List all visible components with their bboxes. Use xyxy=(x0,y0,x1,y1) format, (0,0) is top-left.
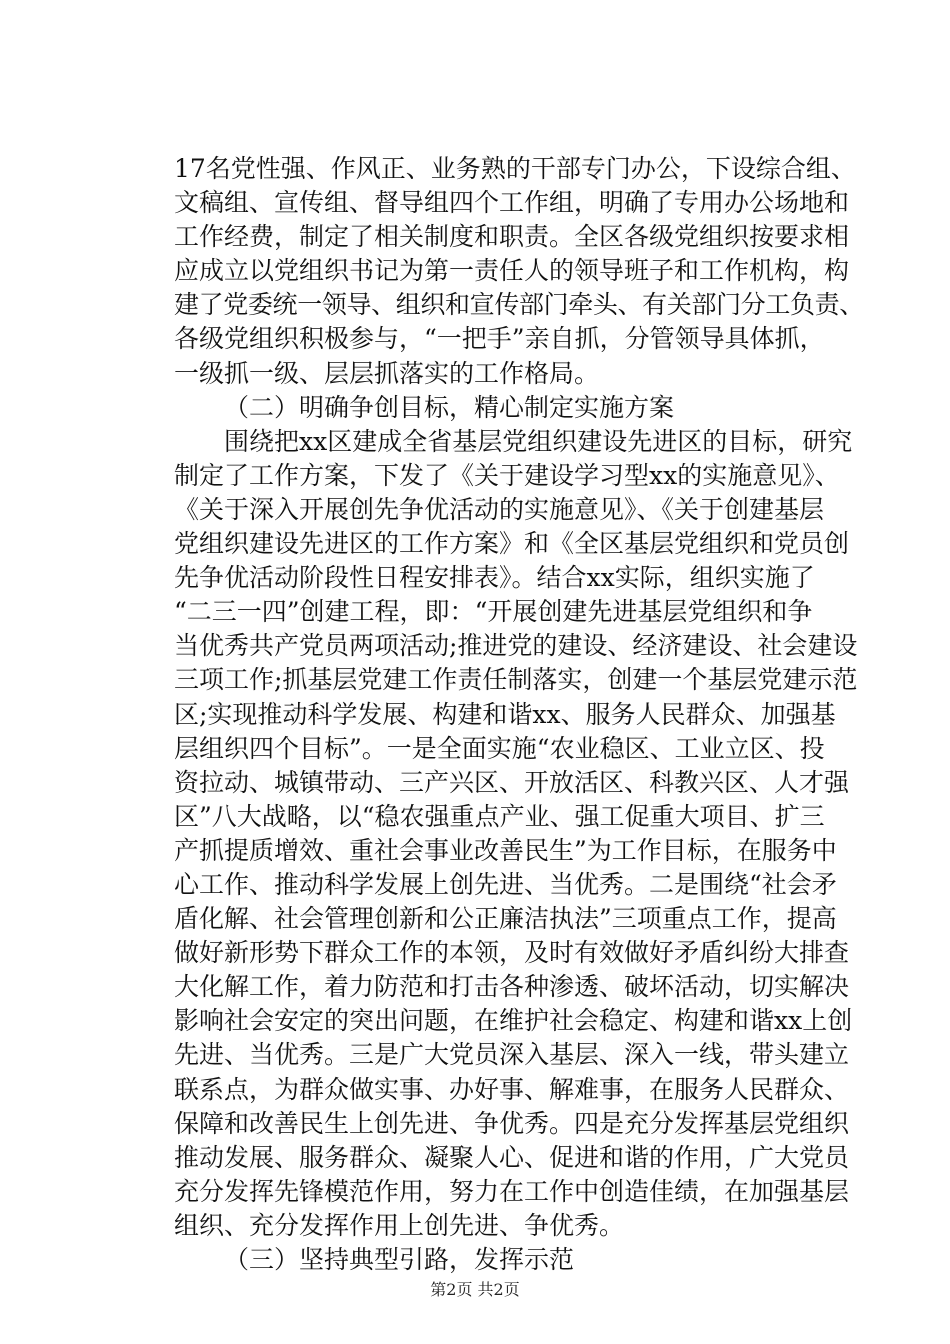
text-line: 资拉动、城镇带动、三产兴区、开放活区、科教兴区、人才强 xyxy=(174,767,850,797)
text-line: 17名党性强、作风正、业务熟的干部专门办公，下设综合组、 xyxy=(174,154,856,183)
text-line: 文稿组、宣传组、督导组四个工作组，明确了专用办公场地和 xyxy=(174,188,850,218)
text-line: 层组织四个目标”。一是全面实施“农业稳区、工业立区、投 xyxy=(174,733,825,763)
text-line: 工作经费，制定了相关制度和职责。全区各级党组织按要求相 xyxy=(174,222,850,252)
section-heading: （三）坚持典型引路，发挥示范 xyxy=(224,1245,575,1274)
text-line: 推动发展、服务群众、凝聚人心、促进和谐的作用，广大党员 xyxy=(174,1142,850,1172)
document-body xyxy=(174,152,864,1277)
text-line: 盾化解、社会管理创新和公正廉洁执法”三项重点工作，提高 xyxy=(174,904,837,934)
text-line: 三项工作;抓基层党建工作责任制落实，创建一个基层党建示范 xyxy=(174,665,858,695)
page-footer: 第2页 共2页 xyxy=(430,1280,520,1299)
text-line: 保障和改善民生上创先进、争优秀。四是充分发挥基层党组织 xyxy=(174,1108,850,1138)
text-line: 党组织建设先进区的工作方案》和《全区基层党组织和党员创 xyxy=(174,529,850,559)
text-line: 先争优活动阶段性日程安排表》。结合xx实际，组织实施了 xyxy=(174,563,815,593)
text-line: 大化解工作，着力防范和打击各种渗透、破坏活动，切实解决 xyxy=(174,972,850,1002)
text-line: 先进、当优秀。三是广大党员深入基层、深入一线，带头建立 xyxy=(174,1040,850,1070)
text-line: 制定了工作方案，下发了《关于建设学习型xx的实施意见》、 xyxy=(174,460,840,490)
text-line: 建了党委统一领导、组织和宣传部门牵头、有关部门分工负责、 xyxy=(174,290,864,320)
text-line: “二三一四”创建工程，即：“开展创建先进基层党组织和争 xyxy=(174,597,813,627)
text-line: 心工作、推动科学发展上创先进、当优秀。二是围绕“社会矛 xyxy=(174,869,837,899)
text-line: 各级党组织积极参与，“一把手”亲自抓，分管领导具体抓， xyxy=(174,324,825,354)
text-line: 区;实现推动科学发展、构建和谐xx、服务人民群众、加强基 xyxy=(174,699,836,729)
text-line: 充分发挥先锋模范作用，努力在工作中创造佳绩，在加强基层 xyxy=(174,1176,850,1206)
text-line: 产抓提质增效、重社会事业改善民生”为工作目标，在服务中 xyxy=(174,835,837,865)
text-line: 当优秀共产党员两项活动;推进党的建设、经济建设、社会建设 xyxy=(174,631,858,661)
text-line: 《关于深入开展创先争优活动的实施意见》、《关于创建基层 xyxy=(174,494,825,524)
text-line: 区”八大战略，以“稳农强重点产业、强工促重大项目、扩三 xyxy=(174,801,825,831)
text-line: 影响社会安定的突出问题，在维护社会稳定、构建和谐xx上创 xyxy=(174,1006,853,1036)
text-line: 一级抓一级、层层抓落实的工作格局。 xyxy=(174,358,600,388)
text-line: 联系点，为群众做实事、办好事、解难事，在服务人民群众、 xyxy=(174,1074,850,1104)
text-line: 做好新形势下群众工作的本领，及时有效做好矛盾纠纷大排查 xyxy=(174,938,850,968)
text-line: 围绕把xx区建成全省基层党组织建设先进区的目标，研究 xyxy=(224,426,853,456)
text-line: 组织、充分发挥作用上创先进、争优秀。 xyxy=(174,1210,625,1240)
section-heading: （二）明确争创目标，精心制定实施方案 xyxy=(224,392,675,422)
text-line: 应成立以党组织书记为第一责任人的领导班子和工作机构，构 xyxy=(174,256,850,286)
